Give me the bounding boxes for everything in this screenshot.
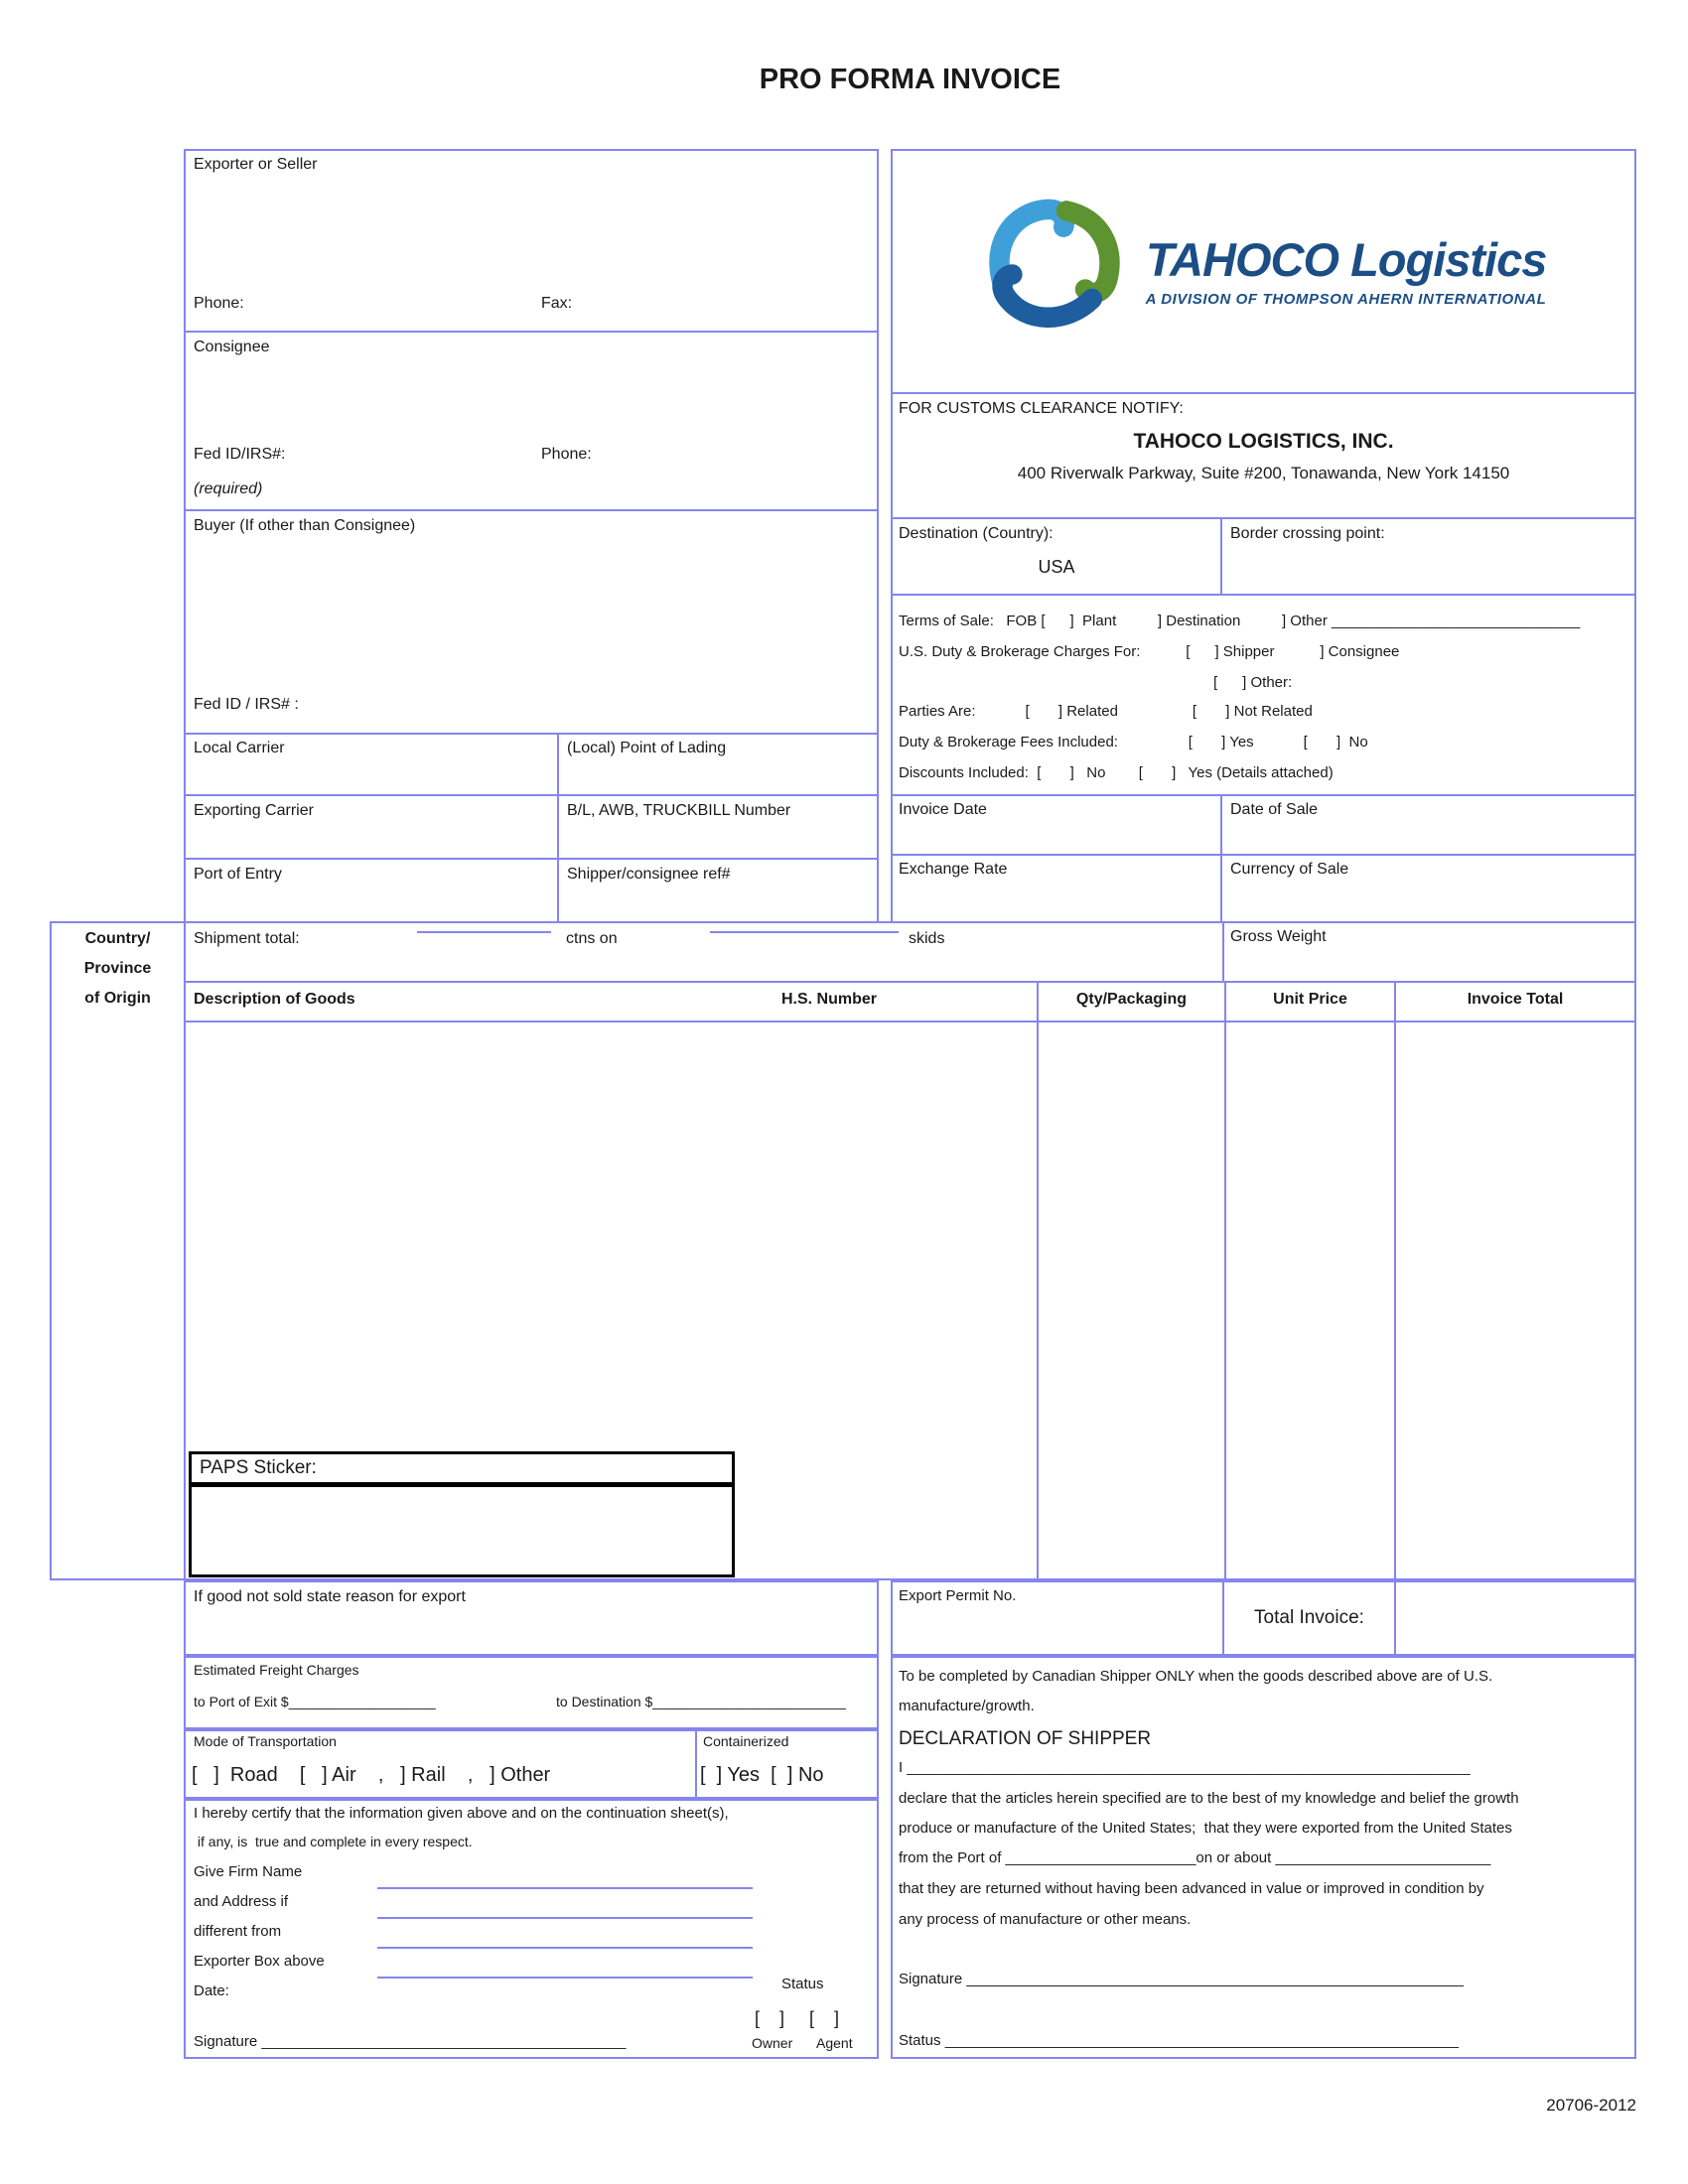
buyer-label: Buyer (If other than Consignee) xyxy=(194,517,416,534)
declaration-port-line[interactable]: from the Port of _______________________on or about __________________________ xyxy=(899,1849,1491,1866)
declaration-heading: DECLARATION OF SHIPPER xyxy=(899,1728,1152,1749)
shipment-ctns-field[interactable] xyxy=(417,931,551,933)
bl-awb-label[interactable]: B/L, AWB, TRUCKBILL Number xyxy=(567,802,791,819)
declaration-line4: produce or manufacture of the United States; that they were exported from the United States xyxy=(899,1820,1512,1837)
logo-name: TAHOCO Logistics xyxy=(1145,233,1547,287)
consignee-phone-label[interactable]: Phone: xyxy=(541,446,592,463)
terms-line-discounts[interactable]: Discounts Included: [ ] No [ ] Yes (Details attached) xyxy=(899,764,1334,781)
header-qty: Qty/Packaging xyxy=(1075,991,1188,1008)
header-hs-number: H.S. Number xyxy=(780,991,877,1008)
shipment-total-row xyxy=(184,921,1224,983)
customs-notify-company: TAHOCO LOGISTICS, INC. xyxy=(1133,430,1394,453)
owner-agent-checkboxes[interactable]: [ ] [ ] xyxy=(755,2008,840,2028)
exchange-rate-label[interactable]: Exchange Rate xyxy=(899,861,1008,878)
body-divider-unit-price xyxy=(1224,1023,1226,1578)
certify-firm-line2: and Address if xyxy=(194,1893,289,1910)
body-divider-invoice-total xyxy=(1394,1023,1396,1578)
containerized-options[interactable]: [ ] Yes [ ] No xyxy=(700,1764,824,1786)
declaration-line2: manufacture/growth. xyxy=(899,1698,1035,1714)
form-number: 20706-2012 xyxy=(1546,2096,1636,2115)
consignee-required-note: (required) xyxy=(194,480,263,497)
freight-to-destination[interactable]: to Destination $_________________________ xyxy=(556,1694,846,1709)
currency-of-sale-label[interactable]: Currency of Sale xyxy=(1230,861,1349,878)
declaration-signature-line[interactable]: Signature ____________________________________________________________ xyxy=(899,1971,1464,1987)
shipment-skids-label: skids xyxy=(909,930,945,947)
logo-tagline: A DIVISION OF THOMPSON AHERN INTERNATIONAL xyxy=(1145,290,1547,308)
declaration-line3: declare that the articles herein specified are to the best of my knowledge and belief the growth xyxy=(899,1790,1519,1807)
terms-line-parties[interactable]: Parties Are: [ ] Related [ ] Not Related xyxy=(899,703,1313,720)
header-invoice-total: Invoice Total xyxy=(1467,991,1564,1008)
export-permit-label[interactable]: Export Permit No. xyxy=(899,1587,1017,1604)
firm-name-field-1[interactable] xyxy=(377,1887,753,1889)
body-divider-qty xyxy=(1037,1023,1039,1578)
declaration-i-line[interactable]: I ____________________________________________________________________ xyxy=(899,1759,1471,1776)
exporter-fax-label[interactable]: Fax: xyxy=(541,295,573,312)
origin-column xyxy=(50,921,186,1580)
gross-weight-label[interactable]: Gross Weight xyxy=(1230,928,1327,945)
certify-firm-line4: Exporter Box above xyxy=(194,1953,325,1970)
shipment-total-label: Shipment total: xyxy=(194,930,300,947)
border-crossing-label[interactable]: Border crossing point: xyxy=(1230,525,1385,542)
invoice-date-label[interactable]: Invoice Date xyxy=(899,801,987,818)
total-invoice-value-cell[interactable] xyxy=(1394,1580,1636,1656)
shipper-ref-label[interactable]: Shipper/consignee ref# xyxy=(567,866,731,883)
containerized-label: Containerized xyxy=(703,1733,789,1749)
destination-value: USA xyxy=(1038,557,1075,577)
declaration-status-line[interactable]: Status ______________________________________________________________ xyxy=(899,2032,1459,2049)
mode-of-transport-options[interactable]: [ ] Road [ ] Air , ] Rail , ] Other xyxy=(192,1764,551,1786)
date-of-sale-label[interactable]: Date of Sale xyxy=(1230,801,1319,818)
certify-signature-line[interactable]: Signature ____________________________________________ xyxy=(194,2033,627,2050)
freight-port-of-exit[interactable]: to Port of Exit $___________________ xyxy=(194,1694,436,1709)
firm-name-field-3[interactable] xyxy=(377,1947,753,1949)
consignee-label: Consignee xyxy=(194,339,270,355)
origin-line2: Province xyxy=(83,960,152,977)
port-of-entry-label[interactable]: Port of Entry xyxy=(194,866,282,883)
header-description: Description of Goods xyxy=(194,991,355,1008)
company-logo xyxy=(891,149,1636,394)
origin-line3: of Origin xyxy=(84,990,151,1007)
terms-line-sale[interactable]: Terms of Sale: FOB [ ] Plant ] Destination ] Other ______________________________ xyxy=(899,613,1581,629)
terms-line-fees-included[interactable]: Duty & Brokerage Fees Included: [ ] Yes [ ] No xyxy=(899,734,1368,751)
customs-notify-address: 400 Riverwalk Parkway, Suite #200, Tonawanda, New York 14150 xyxy=(1017,464,1510,482)
exporter-phone-label[interactable]: Phone: xyxy=(194,295,244,312)
paps-sticker-box xyxy=(189,1451,735,1577)
shipment-skids-field[interactable] xyxy=(710,931,899,933)
firm-name-field-4[interactable] xyxy=(377,1977,753,1979)
origin-line1: Country/ xyxy=(84,930,151,947)
consignee-fed-id-label[interactable]: Fed ID/IRS#: xyxy=(194,446,286,463)
certify-firm-line3: different from xyxy=(194,1923,282,1940)
freight-heading: Estimated Freight Charges xyxy=(194,1662,359,1678)
exporter-label: Exporter or Seller xyxy=(194,156,318,173)
terms-line-duty-charges[interactable]: U.S. Duty & Brokerage Charges For: [ ] Shipper ] Consignee xyxy=(899,643,1400,660)
page-title: PRO FORMA INVOICE xyxy=(759,64,1061,95)
consignee-box xyxy=(184,331,879,511)
export-reason-label[interactable]: If good not sold state reason for export xyxy=(194,1588,466,1605)
mode-of-transport-label: Mode of Transportation xyxy=(194,1733,337,1749)
declaration-line7: any process of manufacture or other means. xyxy=(899,1911,1192,1928)
destination-label: Destination (Country): xyxy=(899,525,1054,542)
shipment-ctns-label: ctns on xyxy=(566,930,618,947)
customs-notify-heading: FOR CUSTOMS CLEARANCE NOTIFY: xyxy=(899,400,1184,417)
certify-line1: I hereby certify that the information given above and on the continuation sheet(s), xyxy=(194,1805,729,1822)
terms-line-other[interactable]: [ ] Other: xyxy=(1213,674,1293,691)
declaration-line1: To be completed by Canadian Shipper ONLY when the goods described above are of U.S. xyxy=(899,1668,1493,1685)
exporting-carrier-label[interactable]: Exporting Carrier xyxy=(194,802,314,819)
firm-name-field-2[interactable] xyxy=(377,1917,753,1919)
point-of-lading-label[interactable]: (Local) Point of Lading xyxy=(567,740,727,756)
header-unit-price: Unit Price xyxy=(1273,991,1347,1008)
local-carrier-label[interactable]: Local Carrier xyxy=(194,740,285,756)
certify-status-label: Status xyxy=(781,1976,824,1992)
certify-line2: if any, is true and complete in every respect. xyxy=(194,1834,473,1849)
agent-label: Agent xyxy=(816,2035,853,2051)
owner-label: Owner xyxy=(752,2035,793,2051)
declaration-line6: that they are returned without having been advanced in value or improved in condition by xyxy=(899,1880,1484,1897)
certify-firm-line1: Give Firm Name xyxy=(194,1863,303,1880)
exporter-box xyxy=(184,149,879,333)
buyer-fed-id-label[interactable]: Fed ID / IRS# : xyxy=(194,696,299,713)
total-invoice-label: Total Invoice: xyxy=(1254,1607,1364,1628)
tahoco-knot-icon xyxy=(981,195,1130,348)
paps-sticker-label: PAPS Sticker: xyxy=(192,1454,732,1487)
certify-date-label[interactable]: Date: xyxy=(194,1982,229,1999)
